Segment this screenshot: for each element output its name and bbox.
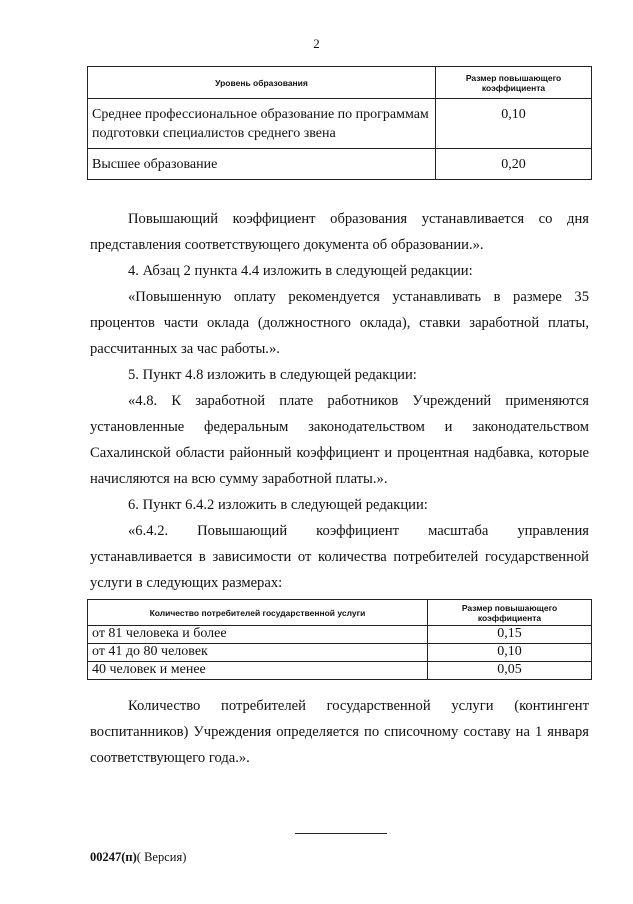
table-cell-coefficient: 0,20 [436,149,592,180]
paragraph: 4. Абзац 2 пункта 4.4 изложить в следующей редакции: [128,263,473,279]
table-cell-coefficient: 0,05 [428,662,592,680]
divider-line [295,833,387,834]
column-header-coefficient: Размер повышающего коэффициента [428,600,592,626]
footer [90,850,186,865]
education-coefficient-table [87,66,592,180]
management-scale-coefficient-table [87,599,592,680]
paragraph: Количество потребителей государственной услуги (контингент воспитанников) Учреждения определяется по списочному составу на 1 января соответствующего года.». [90,698,589,766]
document-code: 00247(п) [90,850,137,864]
paragraph: Повышающий коэффициент образования устанавливается со дня представления соответствующего документа об образовании.». [90,211,589,253]
column-header-coefficient: Размер повышающего коэффициента [436,67,592,99]
paragraph: 5. Пункт 4.8 изложить в следующей редакции: [128,367,417,383]
table-cell-level: Высшее образование [88,149,436,180]
table-row [88,626,592,644]
table-cell-coefficient: 0,15 [428,626,592,644]
table-row [88,149,592,180]
table-row [88,644,592,662]
paragraph: «Повышенную оплату рекомендуется устанавливать в размере 35 процентов части оклада (должностного оклада), ставки заработной платы, рассчитанных за час работы.». [90,289,589,357]
page-number: 2 [313,36,320,51]
table-cell-consumers: 40 человек и менее [88,662,428,680]
document-version: ( Версия) [136,850,187,864]
table-cell-consumers: от 81 человека и более [88,626,428,644]
column-header-consumers: Количество потребителей государственной услуги [88,600,428,626]
column-header-education-level: Уровень образования [88,67,436,99]
table-row [88,662,592,680]
table-cell-consumers: от 41 до 80 человек [88,644,428,662]
paragraph: «6.4.2. Повышающий коэффициент масштаба управления устанавливается в зависимости от количества потребителей государственной услуги в следующих размерах: [90,523,589,591]
table-header-row [88,600,592,626]
table-cell-coefficient: 0,10 [436,99,592,149]
table-cell-level: Среднее профессиональное образование по программам подготовки специалистов среднего звена [88,99,436,149]
paragraph: 6. Пункт 6.4.2 изложить в следующей редакции: [128,497,428,513]
table-cell-coefficient: 0,10 [428,644,592,662]
table-header-row [88,67,592,99]
paragraph: «4.8. К заработной плате работников Учреждений применяются установленные федеральным законодательством и законодательством Сахалинской области районный коэффициент и процентная надбавка, которые начисляются на всю сумму заработной платы.». [90,393,589,487]
table-row [88,99,592,149]
